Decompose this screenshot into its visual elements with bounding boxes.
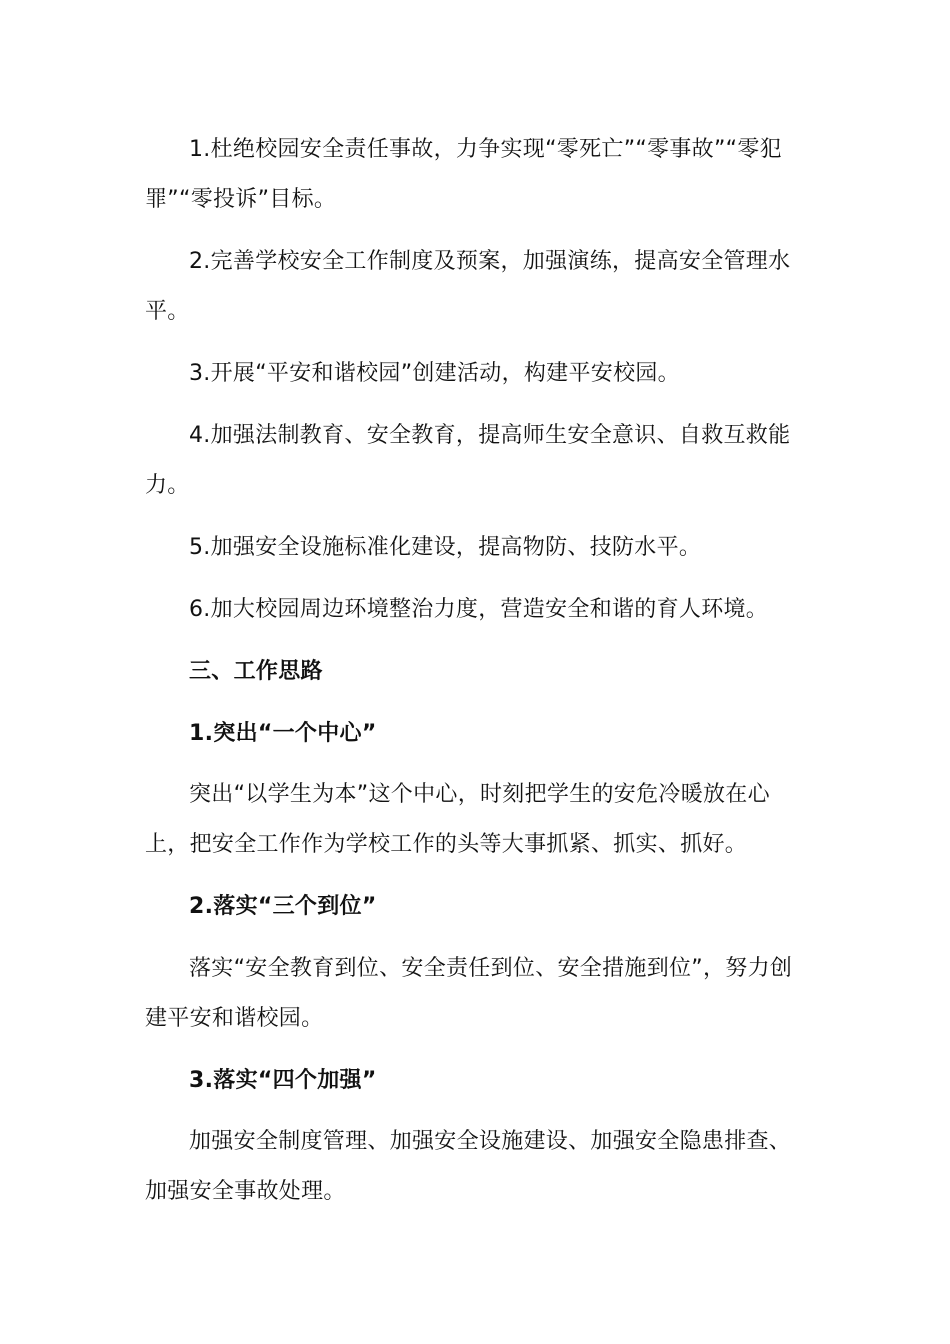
subheading-1-body: 突出“以学生为本”这个中心，时刻把学生的安危冷暖放在心上，把安全工作作为学校工作的头等大事抓紧、抓实、抓好。 [145, 782, 770, 857]
goal-6-paragraph: 6.加大校园周边环境整治力度，营造安全和谐的育人环境。 [189, 597, 769, 622]
goal-5-paragraph: 5.加强安全设施标准化建设，提高物防、技防水平。 [189, 535, 702, 560]
subheading-3-body: 加强安全制度管理、加强安全设施建设、加强安全隐患排查、加强安全事故处理。 [145, 1129, 792, 1204]
subheading-1: 1.突出“一个中心” [189, 721, 377, 746]
goal-1-paragraph: 1.杜绝校园安全责任事故，力争实现“零死亡”“零事故”“零犯罪”“零投诉”目标。 [145, 137, 782, 212]
goal-2-paragraph: 2.完善学校安全工作制度及预案，加强演练，提高安全管理水平。 [145, 249, 791, 324]
goal-3-paragraph: 3.开展“平安和谐校园”创建活动，构建平安校园。 [189, 361, 680, 386]
subheading-2: 2.落实“三个到位” [189, 894, 377, 919]
section-heading: 三、工作思路 [189, 659, 323, 684]
subheading-2-body: 落实“安全教育到位、安全责任到位、安全措施到位”，努力创建平安和谐校园。 [145, 956, 793, 1031]
subheading-3: 3.落实“四个加强” [189, 1068, 377, 1093]
goal-4-paragraph: 4.加强法制教育、安全教育，提高师生安全意识、自救互救能力。 [145, 423, 791, 498]
